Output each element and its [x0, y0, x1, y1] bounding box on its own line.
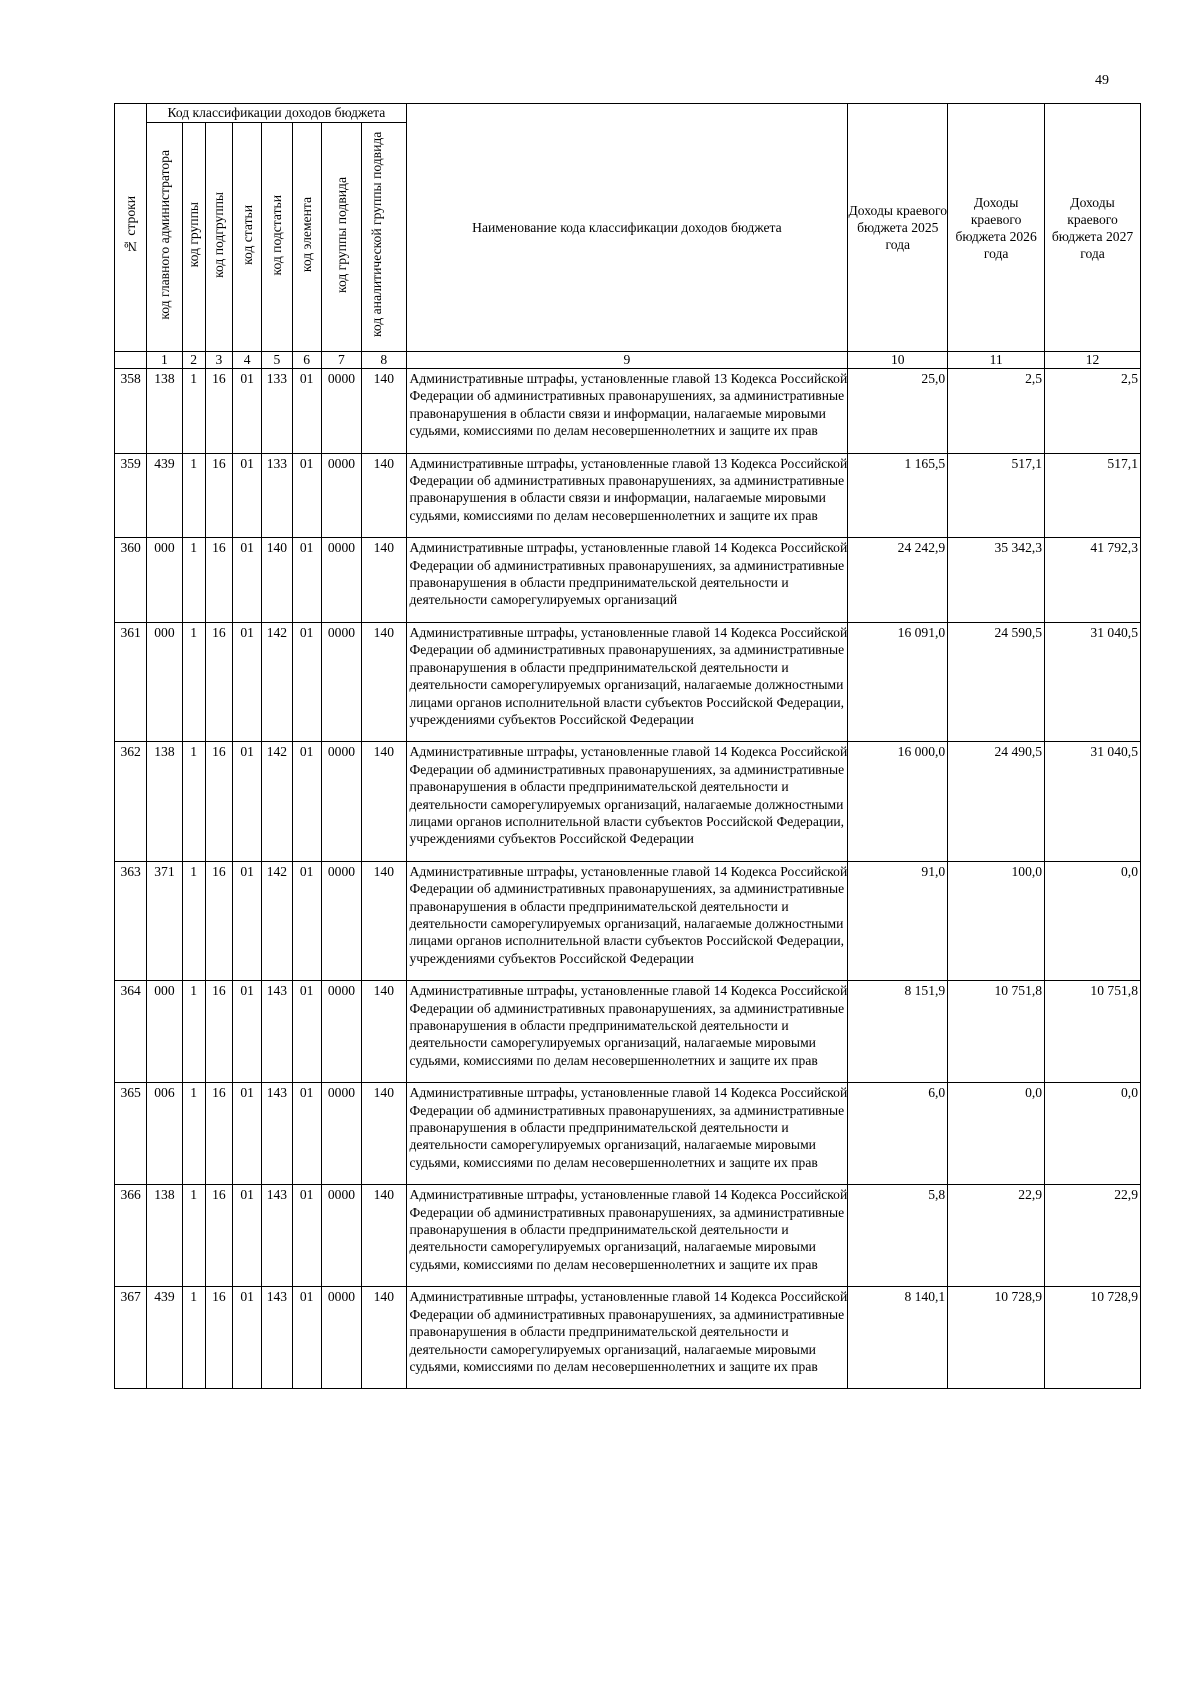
analytic-group-code-cell: 140	[362, 1287, 406, 1389]
subgroup-code-cell: 16	[205, 981, 232, 1083]
admin-code-cell: 439	[147, 1287, 182, 1389]
column-number-row	[115, 352, 1141, 369]
article-code-cell: 01	[233, 981, 262, 1083]
income-2025-cell: 6,0	[848, 1083, 948, 1185]
element-code-cell: 01	[292, 981, 321, 1083]
income-2027-cell: 2,5	[1045, 369, 1141, 454]
group-code-cell: 1	[182, 369, 205, 454]
subarticle-code-cell: 140	[262, 538, 292, 623]
column-number: 7	[321, 352, 361, 369]
header-income-2027: Доходы краевого бюджета 2027 года	[1045, 104, 1141, 352]
article-code-cell: 01	[233, 369, 262, 454]
row-number-cell: 359	[115, 453, 147, 538]
income-2026-cell: 10 751,8	[948, 981, 1045, 1083]
subarticle-code-cell: 133	[262, 453, 292, 538]
subarticle-code-cell: 143	[262, 1287, 292, 1389]
group-code-cell: 1	[182, 622, 205, 741]
subtype-group-code-cell: 0000	[321, 742, 361, 861]
subgroup-code-cell: 16	[205, 622, 232, 741]
income-2026-cell: 2,5	[948, 369, 1045, 454]
income-2027-cell: 0,0	[1045, 1083, 1141, 1185]
group-code-cell: 1	[182, 981, 205, 1083]
income-2027-cell: 31 040,5	[1045, 622, 1141, 741]
income-2027-cell: 10 751,8	[1045, 981, 1141, 1083]
income-2026-cell: 0,0	[948, 1083, 1045, 1185]
group-code-cell: 1	[182, 453, 205, 538]
income-2025-cell: 8 151,9	[848, 981, 948, 1083]
element-code-cell: 01	[292, 538, 321, 623]
header-group-code: код группы	[182, 123, 205, 352]
element-code-cell: 01	[292, 453, 321, 538]
income-2026-cell: 35 342,3	[948, 538, 1045, 623]
table-row	[115, 369, 1141, 454]
analytic-group-code-cell: 140	[362, 1083, 406, 1185]
subarticle-code-cell: 142	[262, 622, 292, 741]
income-2026-cell: 100,0	[948, 861, 1045, 980]
subtype-group-code-cell: 0000	[321, 453, 361, 538]
analytic-group-code-cell: 140	[362, 369, 406, 454]
column-number: 10	[848, 352, 948, 369]
row-number-cell: 358	[115, 369, 147, 454]
table-row	[115, 453, 1141, 538]
income-2026-cell: 10 728,9	[948, 1287, 1045, 1389]
group-code-cell: 1	[182, 742, 205, 861]
subtype-group-code-cell: 0000	[321, 538, 361, 623]
subarticle-code-cell: 133	[262, 369, 292, 454]
column-number: 12	[1045, 352, 1141, 369]
revenue-name-cell: Административные штрафы, установленные главой 14 Кодекса Российской Федерации об административных правонарушениях, за административные правонарушения в области предпринимательской деятельности и деятельности саморегулируемых организаций, налагаемые мировыми судьями, комиссиями по делам несовершеннолетних и защите их прав	[406, 1185, 848, 1287]
admin-code-cell: 000	[147, 538, 182, 623]
column-number: 6	[292, 352, 321, 369]
admin-code-cell: 000	[147, 981, 182, 1083]
subgroup-code-cell: 16	[205, 538, 232, 623]
column-number: 8	[362, 352, 406, 369]
income-2025-cell: 24 242,9	[848, 538, 948, 623]
revenue-name-cell: Административные штрафы, установленные главой 13 Кодекса Российской Федерации об административных правонарушениях, за административные правонарушения в области связи и информации, налагаемые мировыми судьями, комиссиями по делам несовершеннолетних и защите их прав	[406, 369, 848, 454]
income-2025-cell: 16 000,0	[848, 742, 948, 861]
subtype-group-code-cell: 0000	[321, 861, 361, 980]
article-code-cell: 01	[233, 861, 262, 980]
income-2027-cell: 10 728,9	[1045, 1287, 1141, 1389]
admin-code-cell: 138	[147, 742, 182, 861]
subgroup-code-cell: 16	[205, 1083, 232, 1185]
income-2027-cell: 41 792,3	[1045, 538, 1141, 623]
income-2027-cell: 0,0	[1045, 861, 1141, 980]
group-code-cell: 1	[182, 861, 205, 980]
row-number-cell: 367	[115, 1287, 147, 1389]
table-row	[115, 861, 1141, 980]
header-subarticle-code: код подстатьи	[262, 123, 292, 352]
element-code-cell: 01	[292, 369, 321, 454]
budget-income-table	[114, 103, 1141, 1389]
revenue-name-cell: Административные штрафы, установленные главой 14 Кодекса Российской Федерации об административных правонарушениях, за административные правонарушения в области предпринимательской деятельности и деятельности саморегулируемых организаций, налагаемые мировыми судьями, комиссиями по делам несовершеннолетних и защите их прав	[406, 1083, 848, 1185]
table-row	[115, 1083, 1141, 1185]
element-code-cell: 01	[292, 1287, 321, 1389]
group-code-cell: 1	[182, 1185, 205, 1287]
column-number: 9	[406, 352, 848, 369]
income-2027-cell: 31 040,5	[1045, 742, 1141, 861]
income-2027-cell: 517,1	[1045, 453, 1141, 538]
header-analytic-group-code: код аналитической группы подвида	[362, 123, 406, 352]
income-2025-cell: 91,0	[848, 861, 948, 980]
row-number-cell: 366	[115, 1185, 147, 1287]
header-subgroup-code: код подгруппы	[205, 123, 232, 352]
header-name: Наименование кода классификации доходов бюджета	[406, 104, 848, 352]
article-code-cell: 01	[233, 538, 262, 623]
admin-code-cell: 000	[147, 622, 182, 741]
header-classification-group: Код классификации доходов бюджета	[147, 104, 406, 123]
page-number: 49	[1095, 73, 1109, 88]
header-element-code: код элемента	[292, 123, 321, 352]
article-code-cell: 01	[233, 1083, 262, 1185]
table-row	[115, 981, 1141, 1083]
column-number: 11	[948, 352, 1045, 369]
row-number-cell: 361	[115, 622, 147, 741]
table-row	[115, 1185, 1141, 1287]
header-income-2025: Доходы краевого бюджета 2025 года	[848, 104, 948, 352]
analytic-group-code-cell: 140	[362, 622, 406, 741]
table-row	[115, 622, 1141, 741]
column-number: 3	[205, 352, 232, 369]
analytic-group-code-cell: 140	[362, 538, 406, 623]
income-2025-cell: 25,0	[848, 369, 948, 454]
income-2026-cell: 24 490,5	[948, 742, 1045, 861]
income-2026-cell: 517,1	[948, 453, 1045, 538]
element-code-cell: 01	[292, 1185, 321, 1287]
admin-code-cell: 371	[147, 861, 182, 980]
subarticle-code-cell: 143	[262, 981, 292, 1083]
subgroup-code-cell: 16	[205, 861, 232, 980]
group-code-cell: 1	[182, 1287, 205, 1389]
header-admin-code: код главного администратора	[147, 123, 182, 352]
row-number-cell: 364	[115, 981, 147, 1083]
analytic-group-code-cell: 140	[362, 1185, 406, 1287]
revenue-name-cell: Административные штрафы, установленные главой 14 Кодекса Российской Федерации об административных правонарушениях, за административные правонарушения в области предпринимательской деятельности и деятельности саморегулируемых организаций, налагаемые должностными лицами органов исполнительной власти субъектов Российской Федерации, учреждениями субъектов Российской Федерации	[406, 861, 848, 980]
admin-code-cell: 138	[147, 1185, 182, 1287]
table-row	[115, 742, 1141, 861]
subgroup-code-cell: 16	[205, 1287, 232, 1389]
revenue-name-cell: Административные штрафы, установленные главой 13 Кодекса Российской Федерации об административных правонарушениях, за административные правонарушения в области связи и информации, налагаемые мировыми судьями, комиссиями по делам несовершеннолетних и защите их прав	[406, 453, 848, 538]
revenue-name-cell: Административные штрафы, установленные главой 14 Кодекса Российской Федерации об административных правонарушениях, за административные правонарушения в области предпринимательской деятельности и деятельности саморегулируемых организаций, налагаемые мировыми судьями, комиссиями по делам несовершеннолетних и защите их прав	[406, 981, 848, 1083]
row-number-cell: 362	[115, 742, 147, 861]
analytic-group-code-cell: 140	[362, 861, 406, 980]
table-row	[115, 1287, 1141, 1389]
article-code-cell: 01	[233, 1287, 262, 1389]
subtype-group-code-cell: 0000	[321, 981, 361, 1083]
group-code-cell: 1	[182, 1083, 205, 1185]
element-code-cell: 01	[292, 742, 321, 861]
column-number: 2	[182, 352, 205, 369]
element-code-cell: 01	[292, 1083, 321, 1185]
revenue-name-cell: Административные штрафы, установленные главой 14 Кодекса Российской Федерации об административных правонарушениях, за административные правонарушения в области предпринимательской деятельности и деятельности саморегулируемых организаций, налагаемые должностными лицами органов исполнительной власти субъектов Российской Федерации, учреждениями субъектов Российской Федерации	[406, 742, 848, 861]
column-number	[115, 352, 147, 369]
subtype-group-code-cell: 0000	[321, 622, 361, 741]
row-number-cell: 360	[115, 538, 147, 623]
admin-code-cell: 439	[147, 453, 182, 538]
header-income-2026: Доходы краевого бюджета 2026 года	[948, 104, 1045, 352]
analytic-group-code-cell: 140	[362, 981, 406, 1083]
income-2025-cell: 8 140,1	[848, 1287, 948, 1389]
article-code-cell: 01	[233, 1185, 262, 1287]
income-2026-cell: 24 590,5	[948, 622, 1045, 741]
column-number: 4	[233, 352, 262, 369]
row-number-cell: 365	[115, 1083, 147, 1185]
analytic-group-code-cell: 140	[362, 742, 406, 861]
row-number-cell: 363	[115, 861, 147, 980]
income-2025-cell: 16 091,0	[848, 622, 948, 741]
revenue-name-cell: Административные штрафы, установленные главой 14 Кодекса Российской Федерации об административных правонарушениях, за административные правонарушения в области предпринимательской деятельности и деятельности саморегулируемых организаций, налагаемые должностными лицами органов исполнительной власти субъектов Российской Федерации, учреждениями субъектов Российской Федерации	[406, 622, 848, 741]
subtype-group-code-cell: 0000	[321, 1287, 361, 1389]
subarticle-code-cell: 142	[262, 742, 292, 861]
article-code-cell: 01	[233, 622, 262, 741]
income-2025-cell: 5,8	[848, 1185, 948, 1287]
table-row	[115, 538, 1141, 623]
revenue-name-cell: Административные штрафы, установленные главой 14 Кодекса Российской Федерации об административных правонарушениях, за административные правонарушения в области предпринимательской деятельности и деятельности саморегулируемых организаций	[406, 538, 848, 623]
header-subtype-group-code: код группы подвида	[321, 123, 361, 352]
subgroup-code-cell: 16	[205, 453, 232, 538]
admin-code-cell: 006	[147, 1083, 182, 1185]
income-2025-cell: 1 165,5	[848, 453, 948, 538]
column-number: 5	[262, 352, 292, 369]
header-article-code: код статьи	[233, 123, 262, 352]
subtype-group-code-cell: 0000	[321, 369, 361, 454]
subgroup-code-cell: 16	[205, 369, 232, 454]
subarticle-code-cell: 142	[262, 861, 292, 980]
subgroup-code-cell: 16	[205, 742, 232, 861]
subarticle-code-cell: 143	[262, 1185, 292, 1287]
subtype-group-code-cell: 0000	[321, 1185, 361, 1287]
subtype-group-code-cell: 0000	[321, 1083, 361, 1185]
subarticle-code-cell: 143	[262, 1083, 292, 1185]
column-number: 1	[147, 352, 182, 369]
subgroup-code-cell: 16	[205, 1185, 232, 1287]
analytic-group-code-cell: 140	[362, 453, 406, 538]
element-code-cell: 01	[292, 622, 321, 741]
revenue-name-cell: Административные штрафы, установленные главой 14 Кодекса Российской Федерации об административных правонарушениях, за административные правонарушения в области предпринимательской деятельности и деятельности саморегулируемых организаций, налагаемые мировыми судьями, комиссиями по делам несовершеннолетних и защите их прав	[406, 1287, 848, 1389]
header-row-number: № строки	[115, 104, 147, 352]
element-code-cell: 01	[292, 861, 321, 980]
income-2027-cell: 22,9	[1045, 1185, 1141, 1287]
article-code-cell: 01	[233, 453, 262, 538]
income-2026-cell: 22,9	[948, 1185, 1045, 1287]
table-body	[115, 369, 1141, 1389]
admin-code-cell: 138	[147, 369, 182, 454]
article-code-cell: 01	[233, 742, 262, 861]
group-code-cell: 1	[182, 538, 205, 623]
